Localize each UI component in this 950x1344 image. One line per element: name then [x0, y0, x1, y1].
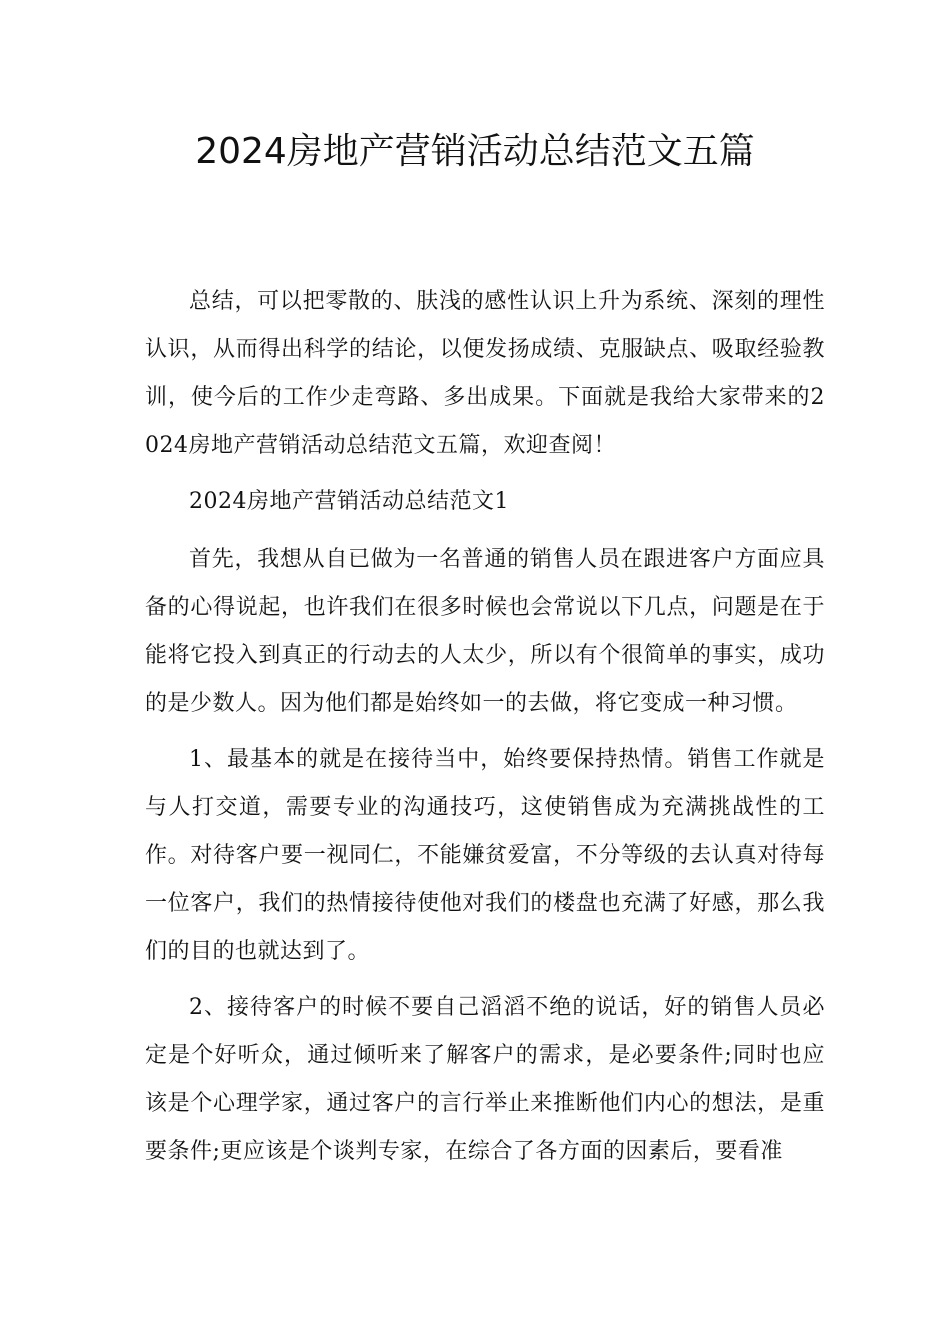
- body-paragraph: 2、接待客户的时候不要自己滔滔不绝的说话，好的销售人员必定是个好听众，通过倾听来了解客户的需求，是必要条件;同时也应该是个心理学家，通过客户的言行举止来推断他们内心的想法，是重要条件;更应该是个谈判专家，在综合了各方面的因素后，要看准: [145, 995, 825, 1164]
- body-paragraph: 1、最基本的就是在接待当中，始终要保持热情。销售工作就是与人打交道，需要专业的沟通技巧，这使销售成为充满挑战性的工作。对待客户要一视同仁，不能嫌贫爱富，不分等级的去认真对待每一位客户，我们的热情接待使他对我们的楼盘也充满了好感，那么我们的目的也就达到了。: [145, 747, 825, 964]
- body-paragraph: 首先，我想从自已做为一名普通的销售人员在跟进客户方面应具备的心得说起，也许我们在很多时候也会常说以下几点，问题是在于能将它投入到真正的行动去的人太少，所以有个很简单的事实，成功的是少数人。因为他们都是始终如一的去做，将它变成一种习惯。: [145, 547, 825, 716]
- document-body: [145, 278, 825, 1176]
- intro-paragraph: 总结，可以把零散的、肤浅的感性认识上升为系统、深刻的理性认识，从而得出科学的结论，以便发扬成绩、克服缺点、吸取经验教训，使今后的工作少走弯路、多出成果。下面就是我给大家带来的2024房地产营销活动总结范文五篇，欢迎查阅！: [145, 289, 825, 458]
- document-title: 2024房地产营销活动总结范文五篇: [195, 131, 755, 172]
- section-heading: 2024房地产营销活动总结范文1: [189, 489, 509, 514]
